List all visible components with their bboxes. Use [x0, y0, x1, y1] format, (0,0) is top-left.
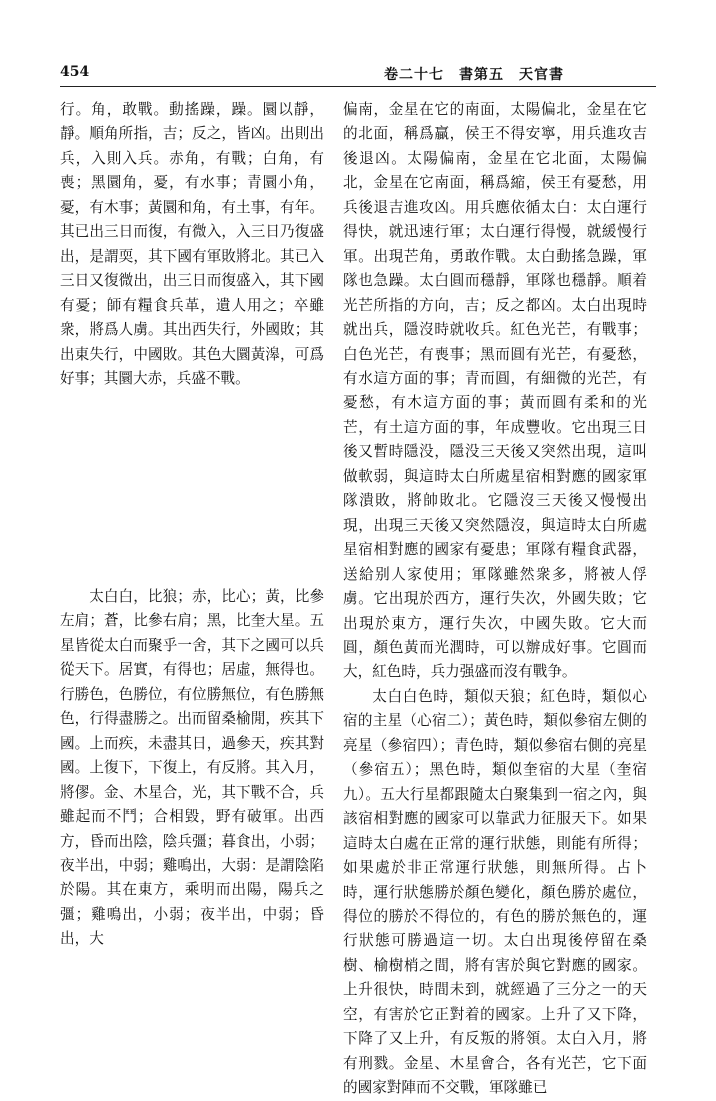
original-text-paragraph: 行。角，敢戰。動搖躁，躁。圜以靜，靜。順角所指，吉；反之，皆凶。出則出兵，入則入兵。赤角，有戰；白角，有喪；黑圜角，憂，有水事；青圜小角，憂，有木事；黃圜和角，有土事，有年。其已出三日而復，有微入，入三日乃復盛出，是謂耎，其下國有軍敗將北。其已入三日又復微出，出三日而復盛入，其下國有憂；師有糧食兵革，遺人用之；卒雖衆，將爲人虜。其出西失行，外國敗；其出東失行，中國敗。其色大圜黃滜，可爲好事；其圜大赤，兵盛不戰。 [60, 101, 324, 387]
header-rule [60, 86, 656, 87]
original-text-paragraph: 太白白，比狼；赤，比心；黃，比參左肩；蒼，比參右肩；黑，比奎大星。五星皆從太白而聚乎一舍，其下之國可以兵從天下。居實，有得也；居虛，無得也。行勝色，色勝位，有位勝無位，有色勝無色，行得盡勝之。出而留桑榆閒，疾其下國。上而疾，未盡其日，過參天，疾其對國。上復下，下復上，有反將。其入月，將僇。金、木星合，光，其下戰不合，兵雖起而不鬥；合相毀，野有破軍。出西方，昏而出陰，陰兵彊；暮食出，小弱；夜半出，中弱；雞鳴出，大弱：是謂陰陷於陽。其在東方，乘明而出陽，陽兵之彊；雞鳴出，小弱；夜半出，中弱；昏出，大 [60, 588, 324, 948]
right-column [343, 98, 647, 1101]
translation-paragraph: 偏南，金星在它的南面，太陽偏北，金星在它的北面，稱爲贏，侯王不得安寧，用兵進攻吉後退凶。太陽偏南，金星在它北面，太陽偏北，金星在它南面，稱爲縮，侯王有憂愁，用兵後退吉進攻凶。用兵應依循太白：太白運行得快，就迅速行軍；太白運行得慢，就緩慢行軍。出現芒角，勇敢作戰。太白動搖急躁，軍隊也急躁。太白圓而穩靜，軍隊也穩靜。順着光芒所指的方向，吉；反之都凶。太白出現時就出兵，隱沒時就收兵。紅色光芒，有戰事；白色光芒，有喪事；黑而圓有光芒，有憂愁，有水這方面的事；青而圓，有細微的光芒，有憂愁，有木這方面的事；黃而圓有柔和的光芒，有土這方面的事，年成豐收。它出現三日後又暫時隱没，隱没三天後又突然出現，這叫做軟弱，與這時太白所處星宿相對應的國家軍隊潰敗，將帥敗北。它隱沒三天後又慢慢出現，出現三天後又突然隱沒，與這時太白所處星宿相對應的國家有憂患；軍隊有糧食武器，送給别人家使用；軍隊雖然衆多，將被人俘虜。它出現於西方，運行失次，外國失敗；它出現於東方，運行失次，中國失敗。它大而圓，顏色黃而光潤時，可以辦成好事。它圓而大，紅色時，兵力强盛而沒有戰争。 [343, 101, 647, 681]
page-number: 454 [60, 64, 90, 80]
translation-paragraph: 太白白色時，類似天狼；紅色時，類似心宿的主星（心宿二）；黃色時，類似參宿左側的亮星（參宿四）；青色時，類似參宿右側的亮星（參宿五）；黑色時，類似奎宿的大星（奎宿九）。五大行星都跟隨太白聚集到一宿之內，與該宿相對應的國家可以靠武力征服天下。如果這時太白處在正常的運行狀態，則能有所得；如果處於非正常運行狀態，則無所得。占卜時，運行狀態勝於顏色變化，顏色勝於處位，得位的勝於不得位的，有色的勝於無色的，運行狀態可勝過這一切。太白出現後停留在桑樹、榆樹梢之間，將有害於與它對應的國家。上升很快，時間未到，就經過了三分之一的天空，有害於它正對着的國家。上升了又下降，下降了又上升，有反叛的將領。太白入月，將有刑戮。金星、木星會合，各有光芒，它下面的國家對陣而不交戰，軍隊雖已 [343, 687, 647, 1097]
left-column-block-1 [60, 98, 324, 391]
left-column-block-2 [60, 585, 324, 952]
running-title: 卷二十七 書第五 天官書 [384, 67, 564, 83]
page-header [60, 64, 656, 86]
